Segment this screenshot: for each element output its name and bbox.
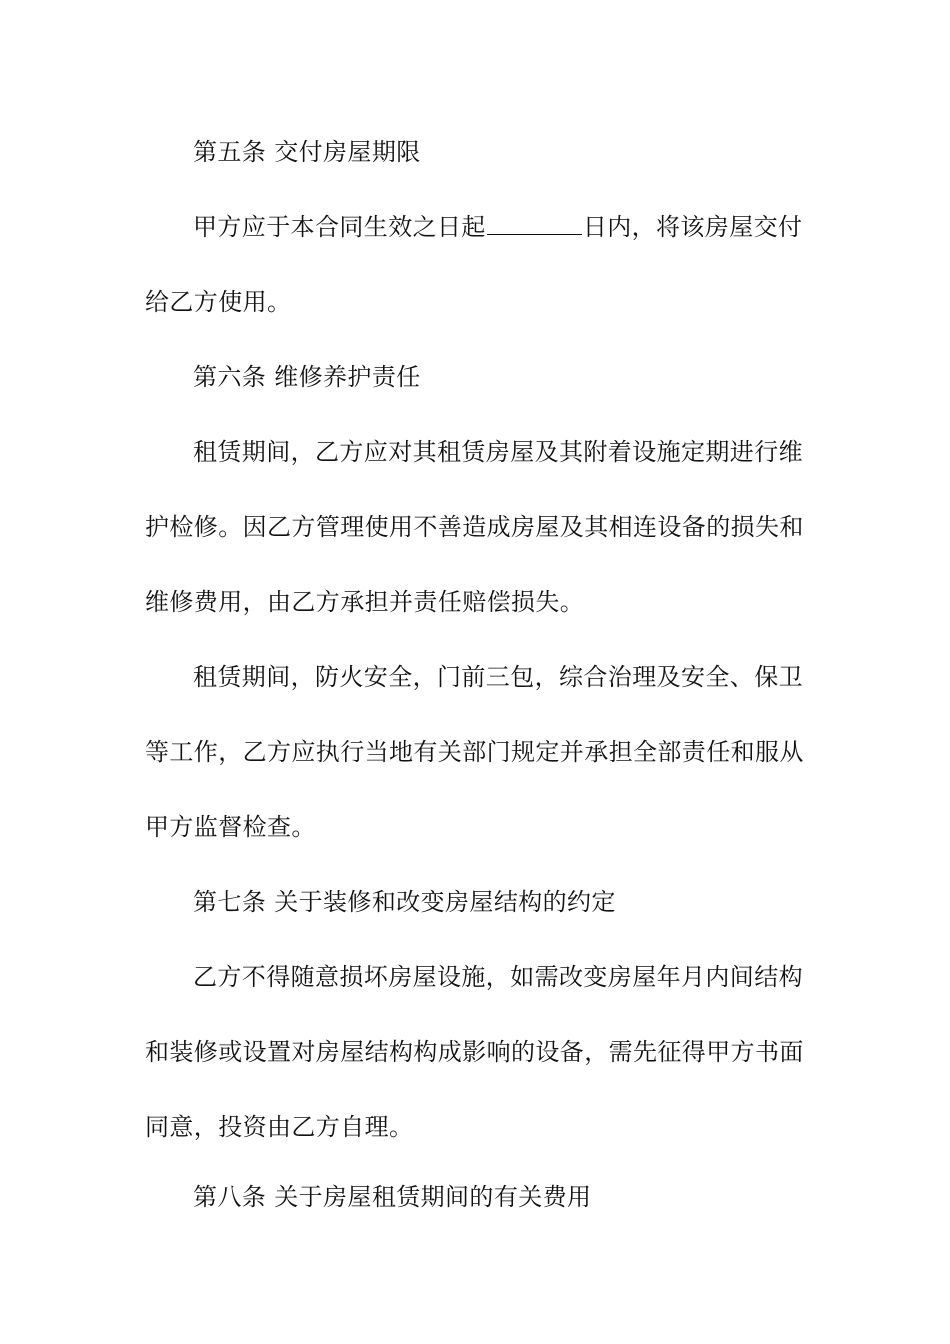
article-5-text-line-1 bbox=[193, 212, 815, 242]
days-blank-line bbox=[487, 212, 582, 235]
article-8-heading: 第八条 关于房屋租赁期间的有关费用 bbox=[193, 1183, 592, 1211]
article-5-heading: 第五条 交付房屋期限 bbox=[193, 138, 421, 166]
article-7-heading: 第七条 关于装修和改变房屋结构的约定 bbox=[193, 888, 616, 916]
article-6-paragraph-1-line-3: 维修费用，由乙方承担并责任赔偿损失。 bbox=[145, 588, 585, 616]
article-6-paragraph-2-line-2: 等工作，乙方应执行当地有关部门规定并承担全部责任和服从 bbox=[145, 738, 804, 766]
article-6-paragraph-1-line-2: 护检修。因乙方管理使用不善造成房屋及其相连设备的损失和 bbox=[145, 513, 804, 541]
article-5-text-after-blank: 日内，将该房屋交付 bbox=[582, 213, 803, 241]
article-6-paragraph-2-line-3: 甲方监督检查。 bbox=[145, 813, 316, 841]
article-5-text-line-2: 给乙方使用。 bbox=[145, 288, 292, 316]
article-6-heading: 第六条 维修养护责任 bbox=[193, 363, 421, 391]
article-7-text-line-2: 和装修或设置对房屋结构构成影响的设备，需先征得甲方书面 bbox=[145, 1038, 804, 1066]
article-6-paragraph-2-line-1: 租赁期间，防火安全，门前三包，综合治理及安全、保卫 bbox=[193, 663, 803, 691]
article-5-text-before-blank: 甲方应于本合同生效之日起 bbox=[193, 213, 486, 241]
article-6-paragraph-1-line-1: 租赁期间，乙方应对其租赁房屋及其附着设施定期进行维 bbox=[193, 438, 803, 466]
article-7-text-line-1: 乙方不得随意损坏房屋设施，如需改变房屋年月内间结构 bbox=[193, 963, 803, 991]
article-7-text-line-3: 同意，投资由乙方自理。 bbox=[145, 1113, 414, 1141]
